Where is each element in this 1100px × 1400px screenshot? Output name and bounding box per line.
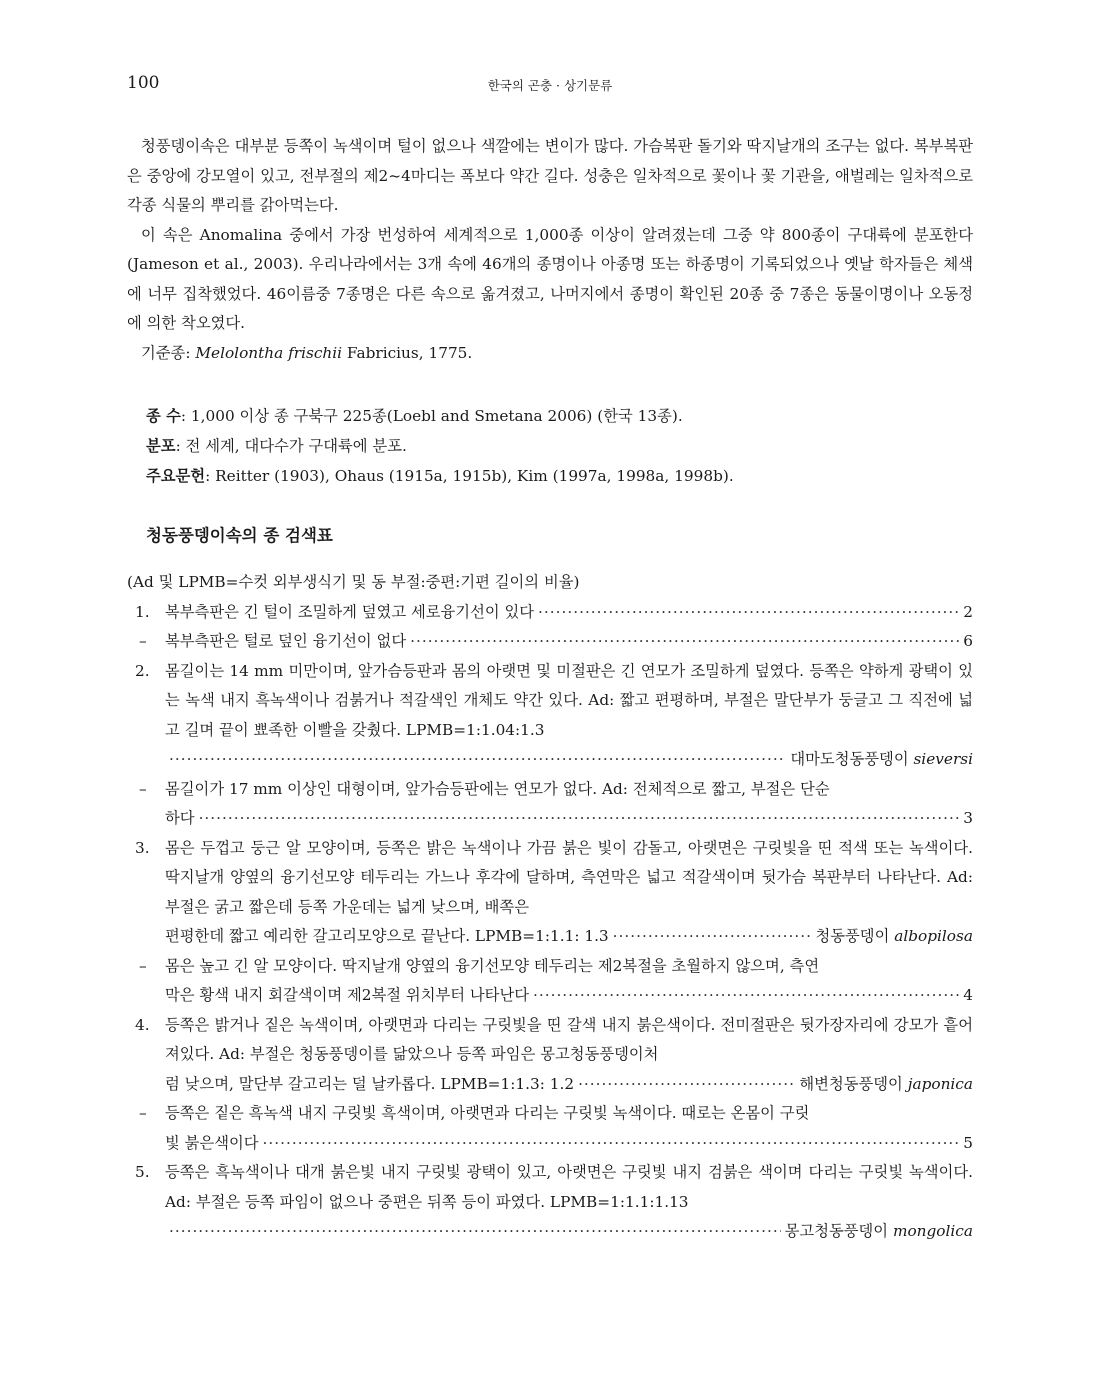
couplet-dash: –: [139, 779, 147, 798]
dot-leader: [578, 1070, 795, 1100]
couplet-text-tail: 빛 붉은색이다: [165, 1133, 259, 1152]
couplet-text: 복부측판은 긴 털이 조밀하게 덮였고 세로융기선이 있다: [165, 602, 535, 621]
page-number: 100: [127, 73, 160, 93]
references-line: [146, 461, 973, 491]
leader-line: [165, 804, 973, 834]
identification-key: [127, 568, 973, 1247]
leader-line: [165, 627, 973, 657]
dot-leader: [169, 1217, 781, 1247]
dot-leader: [533, 981, 959, 1011]
genus-info: [146, 401, 973, 491]
couplet-4a: [127, 1011, 973, 1100]
couplet-result: [790, 745, 973, 775]
couplet-text: 몸은 높고 긴 알 모양이다. 딱지날개 양옆의 융기선모양 테두리는 제2복절을 초월하지 않으며, 측연: [165, 956, 820, 975]
couplet-text: 등쪽은 짙은 흑녹색 내지 구릿빛 흑색이며, 아랫면과 다리는 구릿빛 녹색이다. 때로는 온몸이 구릿: [165, 1104, 810, 1122]
couplet-number: 4.: [135, 1015, 150, 1034]
couplet-result: [799, 1070, 973, 1100]
couplet-result: 2: [963, 602, 973, 621]
couplet-text-tail: 럼 낮으며, 말단부 갈고리는 덜 날카롭다. LPMB=1:1.3: 1.2: [165, 1074, 575, 1093]
intro-paragraph-2: 이 속은 Anomalina 중에서 가장 번성하여 세계적으로 1,000종 이상이 알려졌는데 그중 약 800종이 구대륙에 분포한다(Jameson et al., 2003). 우리나라에서는 3개 속에 46개의 종명이나 아종명 또는 하종명이 기록되었으나 옛날 학자들은 체색에 너무 집착했었다. 46이름중 7종명은 다른 속으로 옮겨졌고, 나머지에서 종명이 확인된 20종 중 7종은 동물이명이나 오동정에 의한 착오였다.: [127, 225, 973, 332]
result-korean-name: 해변청동풍뎅이: [799, 1074, 908, 1093]
type-species-line: [127, 339, 973, 369]
couplet-1a: [127, 598, 973, 628]
species-count-line: [146, 401, 973, 431]
couplet-text-tail: 하다: [165, 809, 195, 827]
couplet-text: 몸길이가 17 mm 이상인 대형이며, 앞가슴등판에는 연모가 없다. Ad: 전체적으로 짧고, 부절은 단순: [165, 779, 830, 798]
type-species-author: Fabricius, 1775.: [342, 343, 473, 362]
key-legend: (Ad 및 LPMB=수컷 외부생식기 및 동 부절:중편:기편 길이의 비율): [127, 573, 580, 591]
species-count-text: : 1,000 이상 종 구북구 225종(Loebl and Smetana 2006) (한국 13종).: [180, 407, 683, 425]
leader-line: [165, 1217, 973, 1247]
leader-line: [165, 598, 973, 628]
couplet-result: 3: [963, 809, 973, 827]
dot-leader: [199, 804, 960, 834]
couplet-4b: [127, 1099, 973, 1158]
running-header: 한국의 곤충 · 상기문류: [487, 78, 613, 93]
couplet-text: 복부측판은 털로 덮인 융기선이 없다: [165, 632, 407, 650]
couplet-result: 6: [963, 632, 973, 650]
dot-leader: [538, 598, 959, 628]
distribution-line: [146, 431, 973, 461]
couplet-3b: [127, 952, 973, 1011]
references-text: : Reitter (1903), Ohaus (1915a, 1915b), Kim (1997a, 1998a, 1998b).: [205, 467, 734, 485]
couplet-dash: –: [139, 1104, 147, 1122]
result-species-epithet: sieversi: [913, 750, 973, 768]
distribution-label: 분포: [146, 437, 176, 455]
couplet-number: 3.: [135, 838, 150, 857]
references-label: 주요문헌: [146, 467, 206, 485]
type-species-label: 기준종:: [141, 343, 196, 362]
couplet-result: 5: [963, 1133, 973, 1152]
couplet-text-tail: 편평한데 짧고 예리한 갈고리모양으로 끝난다. LPMB=1:1.1: 1.3: [165, 927, 609, 945]
couplet-5a: [127, 1158, 973, 1247]
species-count-label: 종 수: [146, 407, 181, 425]
result-species-epithet: mongolica: [892, 1222, 973, 1240]
result-species-epithet: albopilosa: [894, 927, 973, 945]
couplet-2b: [127, 775, 973, 834]
couplet-text: 등쪽은 흑녹색이나 대개 붉은빛 내지 구릿빛 광택이 있고, 아랫면은 구릿빛 내지 검붉은 색이며 다리는 구릿빛 녹색이다. Ad: 부절은 등쪽 파임이 없으나 중편은 뒤쪽 등이 파였다. LPMB=1:1.1:1.13: [165, 1163, 973, 1211]
result-korean-name: 대마도청동풍뎅이: [790, 750, 914, 768]
dot-leader: [613, 922, 812, 952]
key-title: 청동풍뎅이속의 종 검색표: [146, 526, 333, 545]
result-korean-name: 청동풍뎅이: [815, 927, 895, 945]
couplet-text-tail: 막은 황색 내지 회갈색이며 제2복절 위치부터 나타난다: [165, 986, 529, 1004]
intro-paragraph-1: 청풍뎅이속은 대부분 등쪽이 녹색이며 털이 없으나 색깔에는 변이가 많다. 가슴복판 돌기와 딱지날개의 조구는 없다. 복부복판은 중앙에 강모열이 있고, 전부절의 제2~4마디는 폭보다 약간 길다. 성충은 일차적으로 꽃이나 꽃 기관을, 애벌레는 일차적으로 각종 식물의 뿌리를 갉아먹는다.: [127, 137, 973, 214]
couplet-text: 등쪽은 밝거나 짙은 녹색이며, 아랫면과 다리는 구릿빛을 띤 갈색 내지 붉은색이다. 전미절판은 뒷가장자리에 강모가 흩어져있다. Ad: 부절은 청동풍뎅이를 닮았으나 등쪽 파임은 몽고청동풍뎅이처: [165, 1015, 973, 1063]
couplet-number: 2.: [135, 661, 150, 680]
dot-leader: [410, 627, 959, 657]
couplet-result: [785, 1217, 973, 1247]
distribution-text: : 전 세계, 대다수가 구대륙에 분포.: [175, 437, 407, 455]
leader-line: [165, 981, 973, 1011]
couplet-text: 몸길이는 14 mm 미만이며, 앞가슴등판과 몸의 아랫면 및 미절판은 긴 연모가 조밀하게 덮였다. 등쪽은 약하게 광택이 있는 녹색 내지 흑녹색이나 검붉거나 적갈색인 개체도 약간 있다. Ad: 짧고 편평하며, 부절은 말단부가 둥글고 그 직전에 넓고 길며 끝이 뾰족한 이빨을 갖췄다. LPMB=1:1.04:1.3: [165, 661, 973, 739]
couplet-3a: [127, 834, 973, 952]
dot-leader: [263, 1129, 960, 1159]
intro-section: [127, 132, 973, 368]
couplet-number: 1.: [135, 602, 150, 621]
leader-line: [165, 1070, 973, 1100]
dot-leader: [169, 745, 786, 775]
couplet-1b: [127, 627, 973, 657]
leader-line: [165, 745, 973, 775]
couplet-number: 5.: [135, 1163, 150, 1181]
couplet-dash: –: [139, 956, 147, 975]
result-species-epithet: japonica: [907, 1074, 973, 1093]
couplet-dash: –: [139, 632, 147, 650]
couplet-2a: [127, 657, 973, 775]
leader-line: [165, 922, 973, 952]
couplet-result: 4: [963, 986, 973, 1004]
result-korean-name: 몽고청동풍뎅이: [784, 1222, 893, 1240]
type-species-name: Melolontha frischii: [195, 343, 343, 362]
couplet-result: [815, 922, 973, 952]
leader-line: [165, 1129, 973, 1159]
couplet-text: 몸은 두껍고 둥근 알 모양이며, 등쪽은 밝은 녹색이나 가끔 붉은 빛이 감돌고, 아랫면은 구릿빛을 띤 적색 또는 녹색이다. 딱지날개 양옆의 융기선모양 테두리는 가느나 후각에 달하며, 측연막은 넓고 적갈색이며 뒷가슴 복판부터 나타난다. Ad: 부절은 굵고 짧은데 등쪽 가운데는 넓게 낮으며, 배쪽은: [165, 838, 973, 916]
